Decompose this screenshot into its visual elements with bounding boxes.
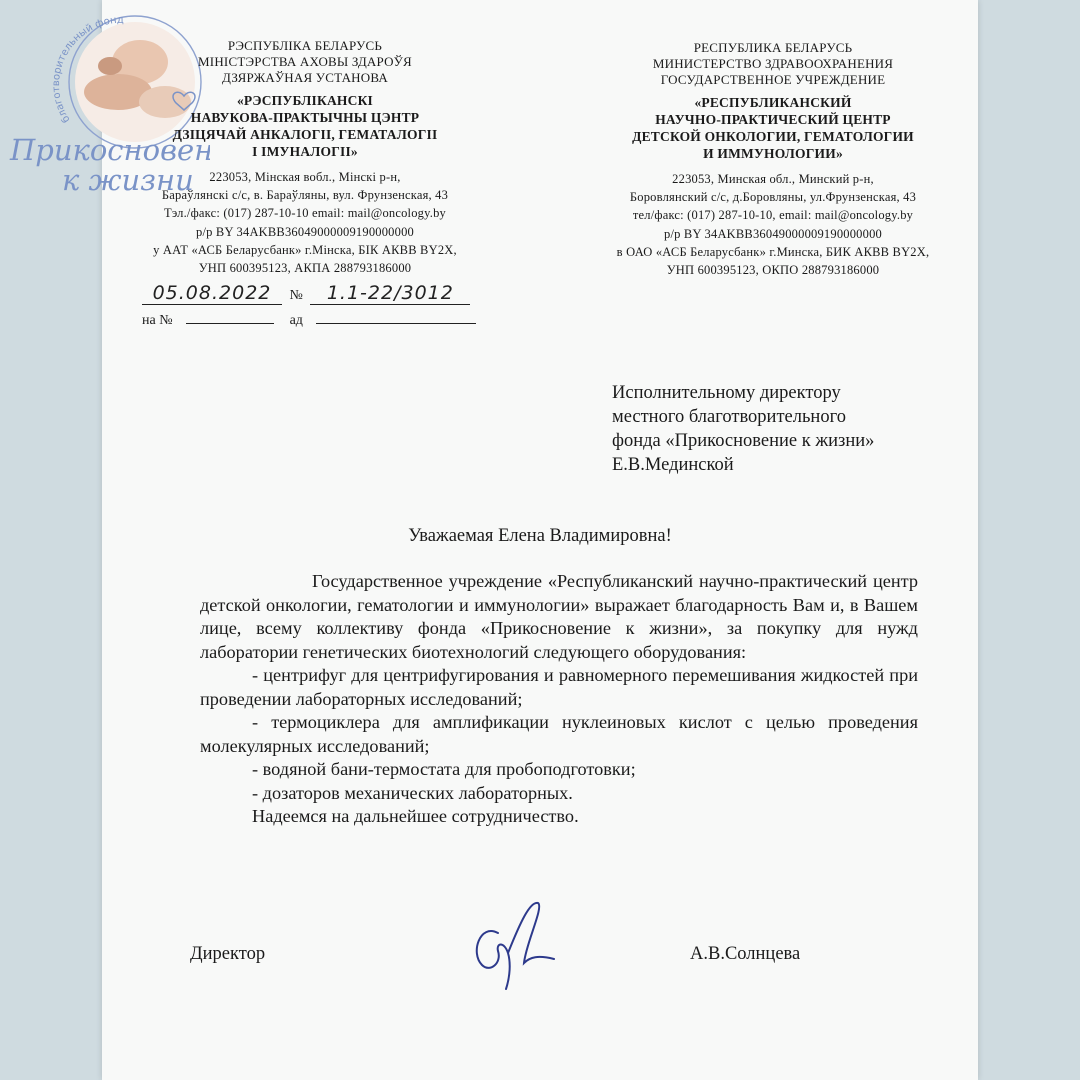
- header-left-institution: «РЭСПУБЛІКАНСКІ НАВУКОВА-ПРАКТЫЧНЫ ЦЭНТР ДЗІЦЯЧАЙ АНКАЛОГІІ, ГЕМАТАЛОГІІ І ІМУНАЛОГІІ»: [172, 93, 438, 159]
- logo-arc-text: благотворительный фонд: [51, 14, 124, 125]
- handwritten-signature: [468, 893, 568, 993]
- header-belarusian: [140, 38, 470, 277]
- ref-label: на №: [142, 313, 173, 328]
- from-label: ад: [289, 313, 303, 328]
- letter-number: 1.1-22/3012: [310, 282, 470, 305]
- header-right-type: ГОСУДАРСТВЕННОЕ УЧРЕЖДЕНИЕ: [660, 72, 886, 87]
- body-closing: Надеемся на дальнейшее сотрудничество.: [252, 806, 579, 826]
- header-russian: [598, 40, 948, 279]
- header-right-ministry: МИНИСТЕРСТВО ЗДРАВООХРАНЕНИЯ: [652, 56, 894, 71]
- salutation: Уважаемая Елена Владимировна!: [408, 526, 672, 546]
- header-left-address: 223053, Мінская вобл., Мінскі р-н, Бараўлянскі с/с, в. Бараўляны, вул. Фрунзенская, 43 Тэл./факс: (017) 287-10-10 email: mail@oncology.by р/р BY 34AKBB36049000009190000000 у ААТ «АСБ Беларусбанк» г.Мінска, БІК АКВВ BY2X, УНП 600395123, АКПА 288793186000: [153, 170, 457, 276]
- body-item: - термоциклера для амплификации нуклеиновых кислот с целью проведения молекулярных исследований;: [200, 712, 918, 756]
- logo-line1: Прикосновен: [10, 133, 210, 167]
- header-left-ministry: МІНІСТЭРСТВА АХОВЫ ЗДАРОЎЯ: [198, 54, 412, 69]
- body-item: - центрифуг для центрифугирования и равномерного перемешивания жидкостей при проведении лабораторных исследований;: [200, 665, 918, 709]
- letter-date: 05.08.2022: [142, 282, 282, 305]
- registration-block: [142, 282, 476, 329]
- logo-line2: к жизни: [62, 163, 194, 197]
- header-right-institution: «РЕСПУБЛИКАНСКИЙ НАУЧНО-ПРАКТИЧЕСКИЙ ЦЕНТР ДЕТСКОЙ ОНКОЛОГИИ, ГЕМАТОЛОГИИ И ИММУНОЛОГИИ»: [632, 95, 914, 161]
- signatory-name: А.В.Солнцева: [690, 944, 801, 964]
- ref-date-blank: [316, 309, 476, 324]
- header-left-type: ДЗЯРЖАЎНАЯ УСТАНОВА: [222, 70, 388, 85]
- body-intro: Государственное учреждение «Республиканский научно-практический центр детской онкологии, гематологии и иммунологии» выражает благодарность Вам и, в Вашем лице, всему коллективу фонда «Прикосновение к жизни», за покупку для нужд лаборатории генетических биотехнологий следующего оборудования:: [200, 571, 918, 662]
- recipient-block: Исполнительному директору местного благотворительного фонда «Прикосновение к жизни» Е.В.Мединской: [612, 383, 875, 475]
- letter-body: [200, 570, 918, 829]
- header-right-address: 223053, Минская обл., Минский р-н, Боровлянский с/с, д.Боровляны, ул.Фрунзенская, 43 тел/факс: (017) 287-10-10, email: mail@oncology.by р/р BY 34AKBB36049000009190000000 в ОАО «АСБ Беларусбанк» г.Минска, БИК АКВВ BY2X, УНП 600395123, ОКПО 288793186000: [616, 172, 930, 278]
- header-right-country: РЕСПУБЛИКА БЕЛАРУСЬ: [693, 40, 853, 55]
- body-item: - дозаторов механических лабораторных.: [252, 782, 573, 803]
- signatory-title: Директор: [190, 944, 266, 964]
- number-sign: №: [289, 288, 303, 303]
- ref-number-blank: [186, 309, 274, 324]
- body-item: - водяной бани-термостата для пробоподготовки;: [252, 759, 636, 779]
- header-left-country: РЭСПУБЛІКА БЕЛАРУСЬ: [227, 38, 383, 53]
